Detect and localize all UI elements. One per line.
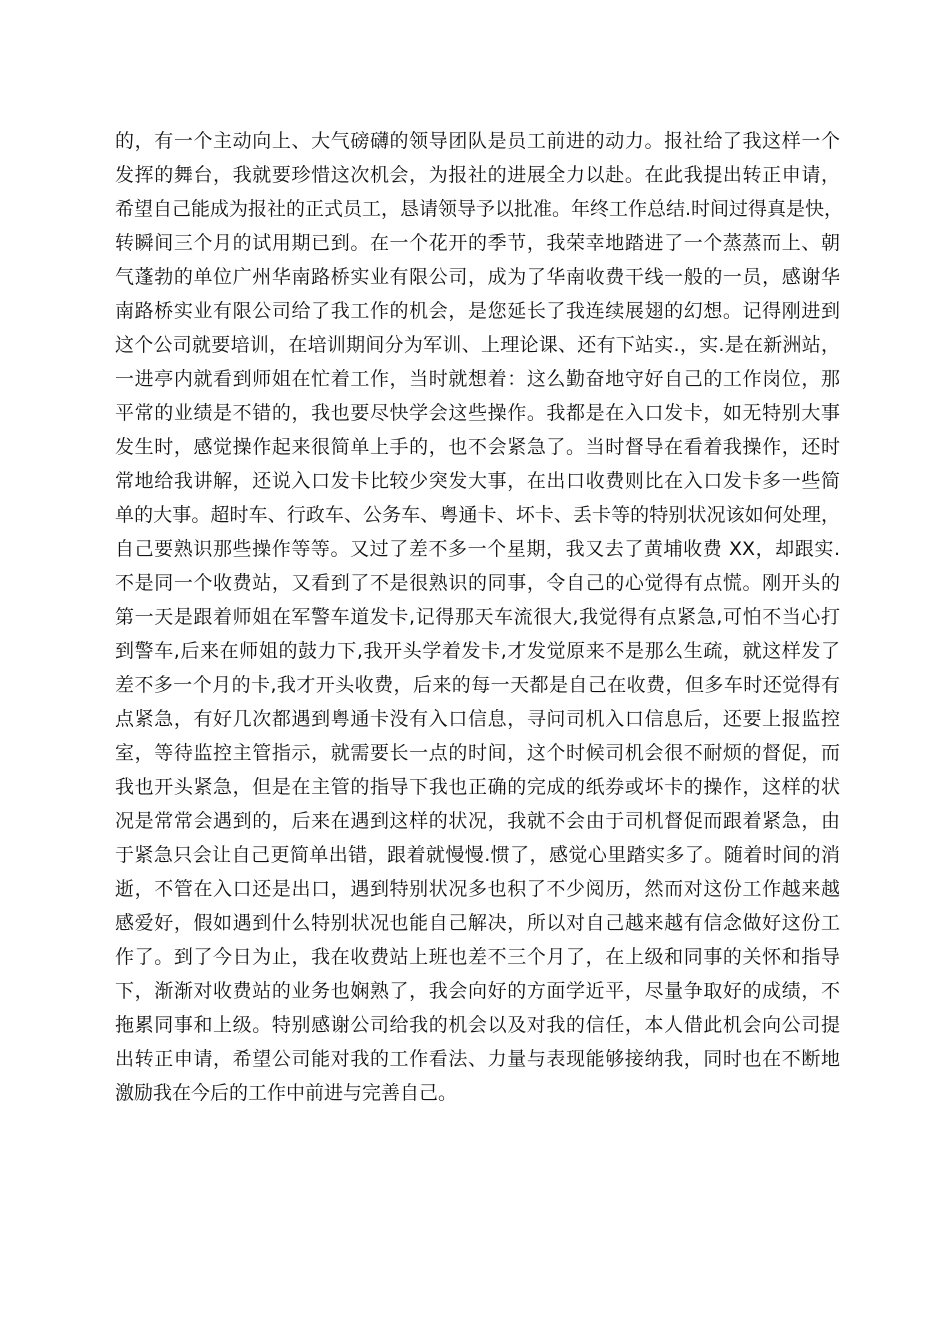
text-line: 我也开头紧急，但是在主管的指导下我也正确的完成的纸券或坏卡的操作，这样的状 (115, 776, 840, 798)
text-line: 转瞬间三个月的试用期已到。在一个花开的季节，我荣幸地踏进了一个蒸蒸而上、朝 (115, 232, 840, 254)
text-line: 自己要熟识那些操作等等。又过了差不多一个星期，我又去了黄埔收费 XX，却跟实. (115, 538, 840, 560)
text-line: 况是常常会遇到的，后来在遇到这样的状况，我就不会由于司机督促而跟着紧急，由 (115, 810, 840, 832)
text-line: 一进亭内就看到师姐在忙着工作，当时就想着：这么勤奋地守好自己的工作岗位，那 (115, 368, 840, 390)
text-line: 不是同一个收费站，又看到了不是很熟识的同事，令自己的心觉得有点慌。刚开头的 (115, 572, 840, 594)
text-line: 差不多一个月的卡,我才开头收费，后来的每一天都是自己在收费，但多车时还觉得有 (115, 674, 840, 696)
text-line: 作了。到了今日为止，我在收费站上班也差不三个月了，在上级和同事的关怀和指导 (115, 946, 840, 968)
text-line: 这个公司就要培训，在培训期间分为军训、上理论课、还有下站实.，实.是在新洲站， (115, 334, 840, 356)
text-line: 下，渐渐对收费站的业务也娴熟了，我会向好的方面学近平，尽量争取好的成绩，不 (115, 980, 840, 1002)
text-line: 点紧急，有好几次都遇到粤通卡没有入口信息，寻问司机入口信息后，还要上报监控 (115, 708, 840, 730)
text-line: 第一天是跟着师姐在军警车道发卡,记得那天车流很大,我觉得有点紧急,可怕不当心打 (115, 606, 840, 628)
text-line: 发挥的舞台，我就要珍惜这次机会，为报社的进展全力以赴。在此我提出转正申请， (115, 164, 840, 186)
text-line: 的，有一个主动向上、大气磅礴的领导团队是员工前进的动力。报社给了我这样一个 (115, 130, 840, 152)
text-line: 常地给我讲解，还说入口发卡比较少突发大事，在出口收费则比在入口发卡多一些简 (115, 470, 840, 492)
text-line: 于紧急只会让自己更简单出错，跟着就慢慢.惯了，感觉心里踏实多了。随着时间的消 (115, 844, 840, 866)
text-line: 拖累同事和上级。特别感谢公司给我的机会以及对我的信任，本人借此机会向公司提 (115, 1014, 840, 1036)
text-line: 平常的业绩是不错的，我也要尽快学会这些操作。我都是在入口发卡，如无特别大事 (115, 402, 840, 424)
text-line: 逝，不管在入口还是出口，遇到特别状况多也积了不少阅历，然而对这份工作越来越 (115, 878, 840, 900)
text-line: 出转正申请，希望公司能对我的工作看法、力量与表现能够接纳我，同时也在不断地 (115, 1048, 840, 1070)
text-line: 南路桥实业有限公司给了我工作的机会，是您延长了我连续展翅的幻想。记得刚进到 (115, 300, 840, 322)
text-line: 激励我在今后的工作中前进与完善自己。 (115, 1082, 458, 1104)
text-line: 到警车,后来在师姐的鼓力下,我开头学着发卡,才发觉原来不是那么生疏，就这样发了 (115, 640, 840, 662)
text-line: 室，等待监控主管指示，就需要长一点的时间，这个时候司机会很不耐烦的督促，而 (115, 742, 840, 764)
text-line: 希望自己能成为报社的正式员工，恳请领导予以批准。年终工作总结.时间过得真是快， (115, 198, 844, 220)
text-line: 感爱好，假如遇到什么特别状况也能自己解决，所以对自己越来越有信念做好这份工 (115, 912, 840, 934)
text-line: 气蓬勃的单位广州华南路桥实业有限公司，成为了华南收费干线一般的一员，感谢华 (115, 266, 840, 288)
text-line: 单的大事。超时车、行政车、公务车、粤通卡、坏卡、丢卡等的特别状况该如何处理， (115, 504, 840, 526)
body-text (115, 124, 844, 1110)
text-line: 发生时，感觉操作起来很简单上手的，也不会紧急了。当时督导在看着我操作，还时 (115, 436, 840, 458)
